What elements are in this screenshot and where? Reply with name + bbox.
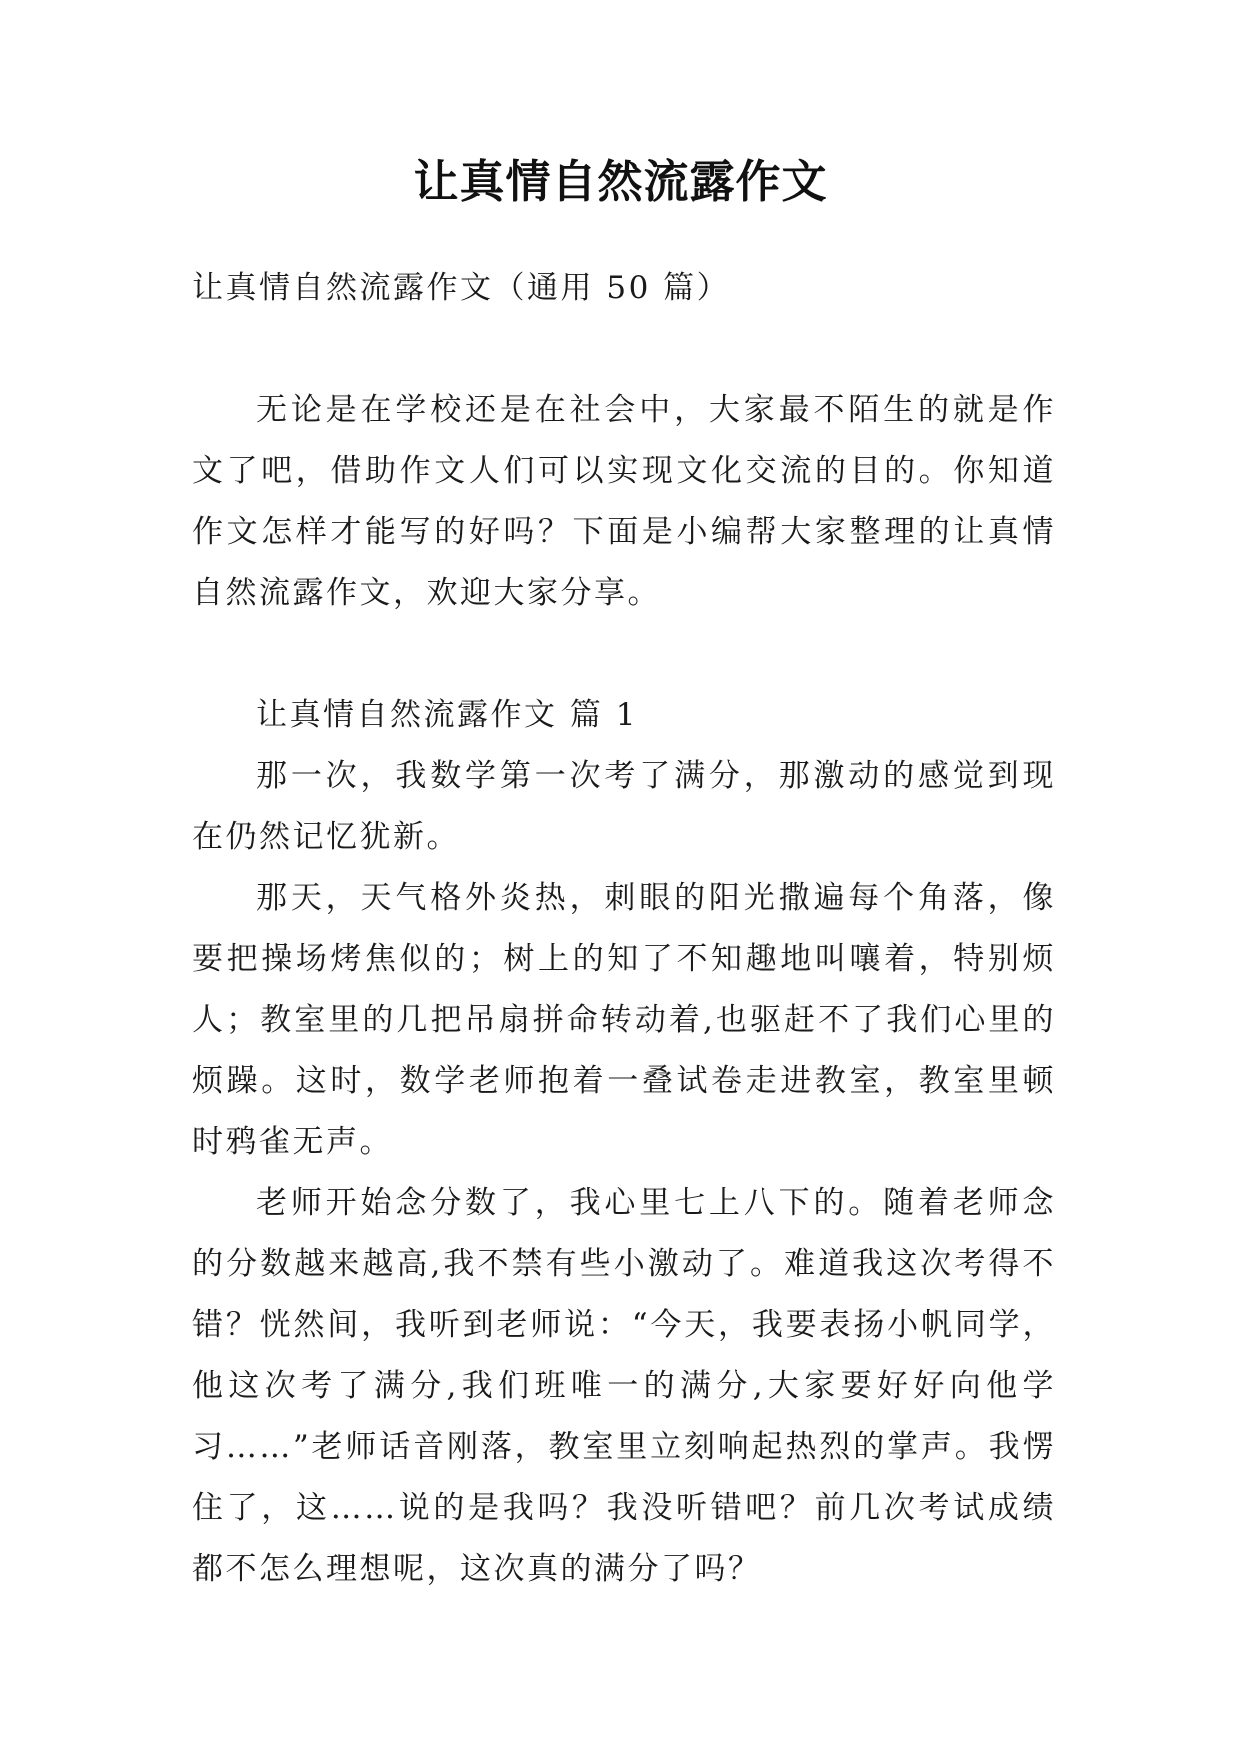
body-paragraph-3: 老师开始念分数了，我心里七上八下的。随着老师念的分数越来越高,我不禁有些小激动了。难道我这次考得不错？恍然间，我听到老师说：“今天，我要表扬小帆同学，他这次考了满分,我们班唯一的满分,大家要好好向他学习……”老师话音刚落，教室里立刻响起热烈的掌声。我愣住了，这……说的是我吗？我没听错吧？前几次考试成绩都不怎么理想呢，这次真的满分了吗？ xyxy=(192,1185,1056,1587)
section-heading: 让真情自然流露作文 篇 1 xyxy=(256,697,638,733)
document-title: 让真情自然流露作文 xyxy=(413,155,828,208)
body-paragraph-1: 那一次，我数学第一次考了满分，那激动的感觉到现在仍然记忆犹新。 xyxy=(192,758,1056,855)
document-subtitle: 让真情自然流露作文（通用 50 篇） xyxy=(192,270,731,306)
body-paragraph-2: 那天，天气格外炎热，刺眼的阳光撒遍每个角落，像要把操场烤焦似的；树上的知了不知趣地叫嚷着，特别烦人；教室里的几把吊扇拼命转动着,也驱赶不了我们心里的烦躁。这时，数学老师抱着一叠试卷走进教室，教室里顿时鸦雀无声。 xyxy=(192,880,1056,1160)
intro-paragraph: 无论是在学校还是在社会中，大家最不陌生的就是作文了吧，借助作文人们可以实现文化交流的目的。你知道作文怎样才能写的好吗？下面是小编帮大家整理的让真情自然流露作文，欢迎大家分享。 xyxy=(192,392,1056,611)
document-body xyxy=(192,258,1056,1600)
